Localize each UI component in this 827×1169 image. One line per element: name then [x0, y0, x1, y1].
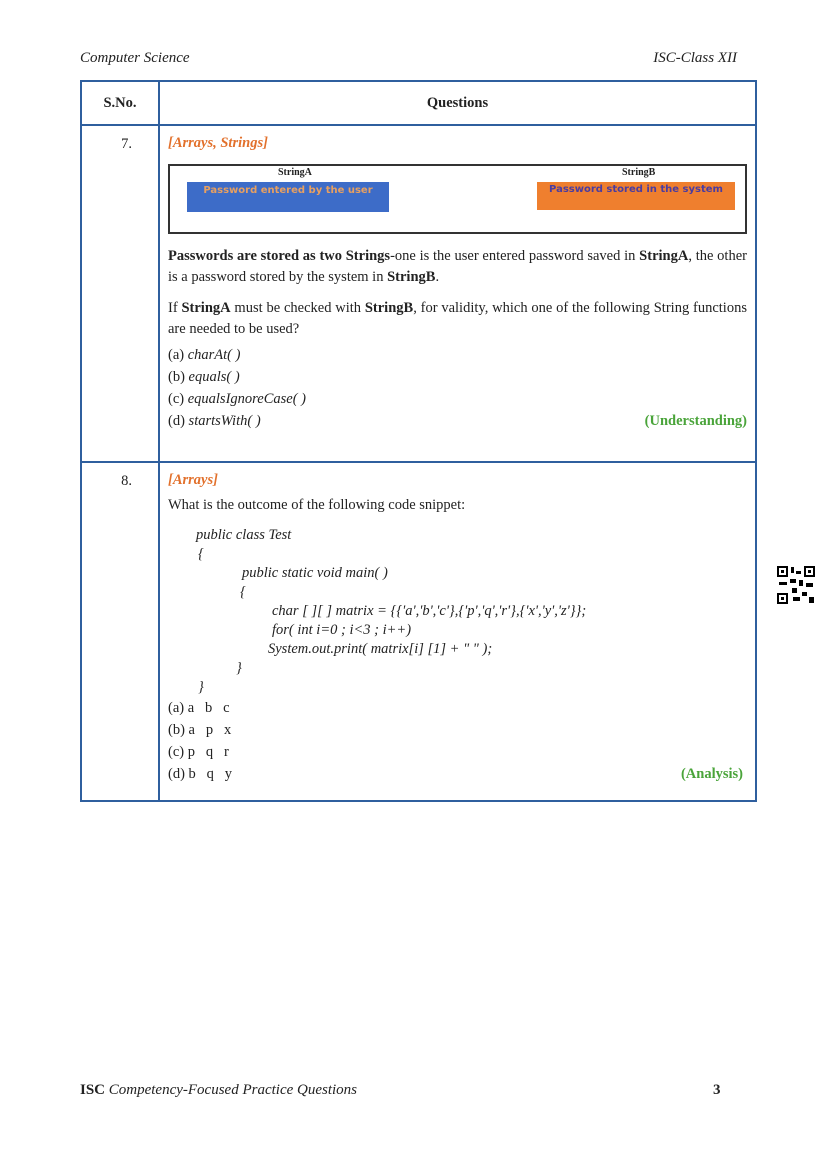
- text: If: [168, 300, 182, 316]
- text: -one is the user entered password saved in: [390, 248, 640, 264]
- code-line: }: [236, 660, 242, 676]
- bold-text: StringA: [181, 300, 231, 316]
- column-header-sno: S.No.: [81, 81, 159, 125]
- qr-code-icon[interactable]: [776, 565, 816, 605]
- footer-subtitle: Competency-Focused Practice Questions: [108, 1082, 358, 1098]
- footer-title: [80, 1082, 357, 1099]
- question-topic: [Arrays]: [168, 472, 218, 488]
- questions-table: [80, 80, 757, 802]
- code-line: {: [198, 546, 204, 562]
- bold-text: Passwords are stored as two Strings: [168, 248, 391, 264]
- string-figure: [168, 164, 747, 234]
- option-d: (d) startsWith( ) (Understanding): [168, 410, 747, 432]
- question-number: 7.: [81, 125, 159, 462]
- header-class: ISC-Class XII: [653, 50, 737, 66]
- option-b: (b) a p x: [168, 722, 232, 738]
- option-b: (b) equals( ): [168, 369, 240, 385]
- question-paragraph: [168, 298, 747, 340]
- question-row-7: [81, 125, 756, 462]
- code-line: for( int i=0 ; i<3 ; i++): [272, 622, 412, 638]
- header-subject: Computer Science: [80, 50, 190, 66]
- figure-label-b: StringB: [622, 167, 656, 178]
- option-a: (a) a b c: [168, 700, 230, 716]
- code-line: {: [240, 584, 246, 600]
- text: must be checked with: [230, 300, 365, 316]
- text: , for validity, which one of the following String functions are needed to be used?: [168, 300, 747, 337]
- figure-box-a: Password entered by the user: [187, 182, 389, 212]
- column-header-questions: Questions: [159, 81, 756, 125]
- option-a: (a) charAt( ): [168, 347, 241, 363]
- cognitive-level: (Understanding): [644, 413, 747, 429]
- option-d: (d) b q y (Analysis): [168, 763, 747, 785]
- option-c: (c) p q r: [168, 744, 229, 760]
- question-topic: [Arrays, Strings]: [168, 135, 268, 151]
- option-c: (c) equalsIgnoreCase( ): [168, 391, 306, 407]
- question-row-8: [81, 462, 756, 801]
- code-snippet: [168, 526, 747, 697]
- question-paragraph: [168, 246, 747, 288]
- code-line: }: [198, 679, 204, 695]
- bold-text: StringB: [387, 269, 436, 285]
- code-line: public class Test: [196, 527, 292, 543]
- code-line: public static void main( ): [242, 565, 388, 581]
- cognitive-level: (Analysis): [680, 766, 743, 782]
- text: , the other is a password stored by the system in: [168, 248, 747, 285]
- page-number: 3: [713, 1082, 721, 1098]
- figure-box-b: Password stored in the system: [537, 182, 735, 210]
- bold-text: StringA: [639, 248, 689, 264]
- code-line: char [ ][ ] matrix = {{'a','b','c'},{'p','q','r'},{'x','y','z'}};: [272, 603, 587, 619]
- footer-brand: ISC: [80, 1082, 106, 1098]
- question-prompt: What is the outcome of the following code snippet:: [168, 497, 466, 513]
- code-line: System.out.print( matrix[i] [1] + " " );: [268, 641, 493, 657]
- question-number: 8.: [81, 462, 159, 801]
- text: .: [435, 269, 440, 285]
- figure-label-a: StringA: [278, 167, 312, 178]
- bold-text: StringB: [364, 300, 414, 316]
